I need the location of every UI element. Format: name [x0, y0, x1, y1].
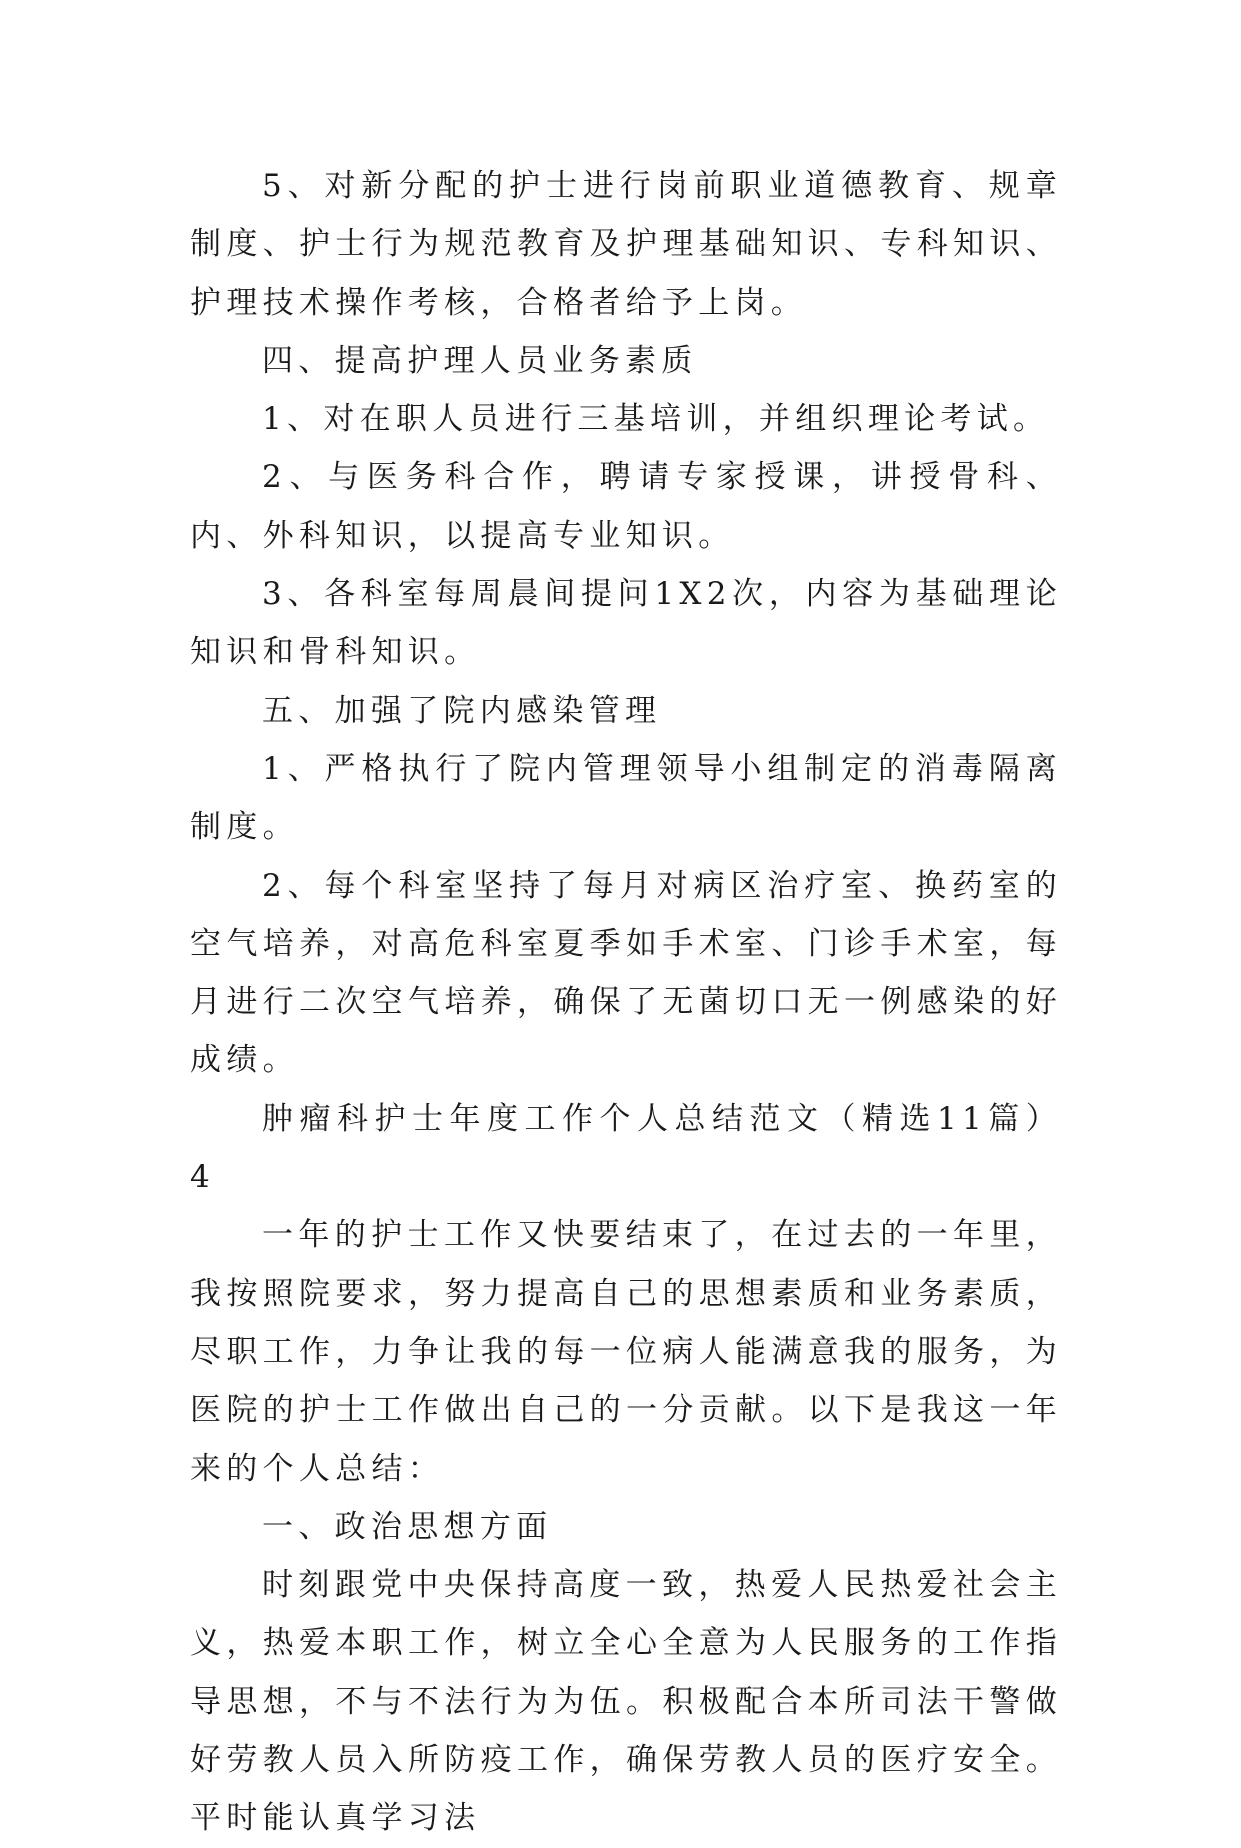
section-heading-5-infection-control: 五、加强了院内感染管理	[262, 692, 662, 729]
paragraph-item-3-morning-questions: 3、各科室每周晨间提问1X2次，内容为基础理论知识和骨科知识。	[190, 576, 1062, 671]
paragraph-item-1-basic-training: 1、对在职人员进行三基培训，并组织理论考试。	[262, 401, 1050, 438]
paragraph-item-2-air-culture: 2、每个科室坚持了每月对病区治疗室、换药室的空气培养，对高危科室夏季如手术室、门诊手术室，每月进行二次空气培养，确保了无菌切口无一例感染的好成绩。	[190, 867, 1062, 1079]
political-thought-paragraph: 时刻跟党中央保持高度一致，热爱人民热爱社会主义，热爱本职工作，树立全心全意为人民服务的工作指导思想，不与不法行为为伍。积极配合本所司法干警做好劳教人员入所防疫工作，确保劳教人员的医疗安全。平时能认真学习法	[190, 1567, 1062, 1837]
paragraph-item-5-new-nurse-training: 5、对新分配的护士进行岗前职业道德教育、规章制度、护士行为规范教育及护理基础知识、专科知识、护理技术操作考核，合格者给予上岗。	[190, 168, 1062, 321]
intro-paragraph: 一年的护士工作又快要结束了，在过去的一年里，我按照院要求，努力提高自己的思想素质和业务素质，尽职工作，力争让我的每一位病人能满意我的服务，为医院的护士工作做出自己的一分贡献。以下是我这一年来的个人总结：	[190, 1217, 1062, 1487]
section-heading-political-thought: 一、政治思想方面	[262, 1508, 553, 1545]
document-body	[190, 157, 1062, 1848]
paragraph-item-1-disinfection: 1、严格执行了院内管理领导小组制定的消毒隔离制度。	[190, 750, 1062, 846]
paragraph-item-2-expert-lectures: 2、与医务科合作，聘请专家授课，讲授骨科、内、外科知识，以提高专业知识。	[190, 459, 1062, 554]
section-heading-4-improve-quality: 四、提高护理人员业务素质	[262, 342, 698, 379]
article-title: 肿瘤科护士年度工作个人总结范文（精选11篇）4	[190, 1100, 1062, 1196]
